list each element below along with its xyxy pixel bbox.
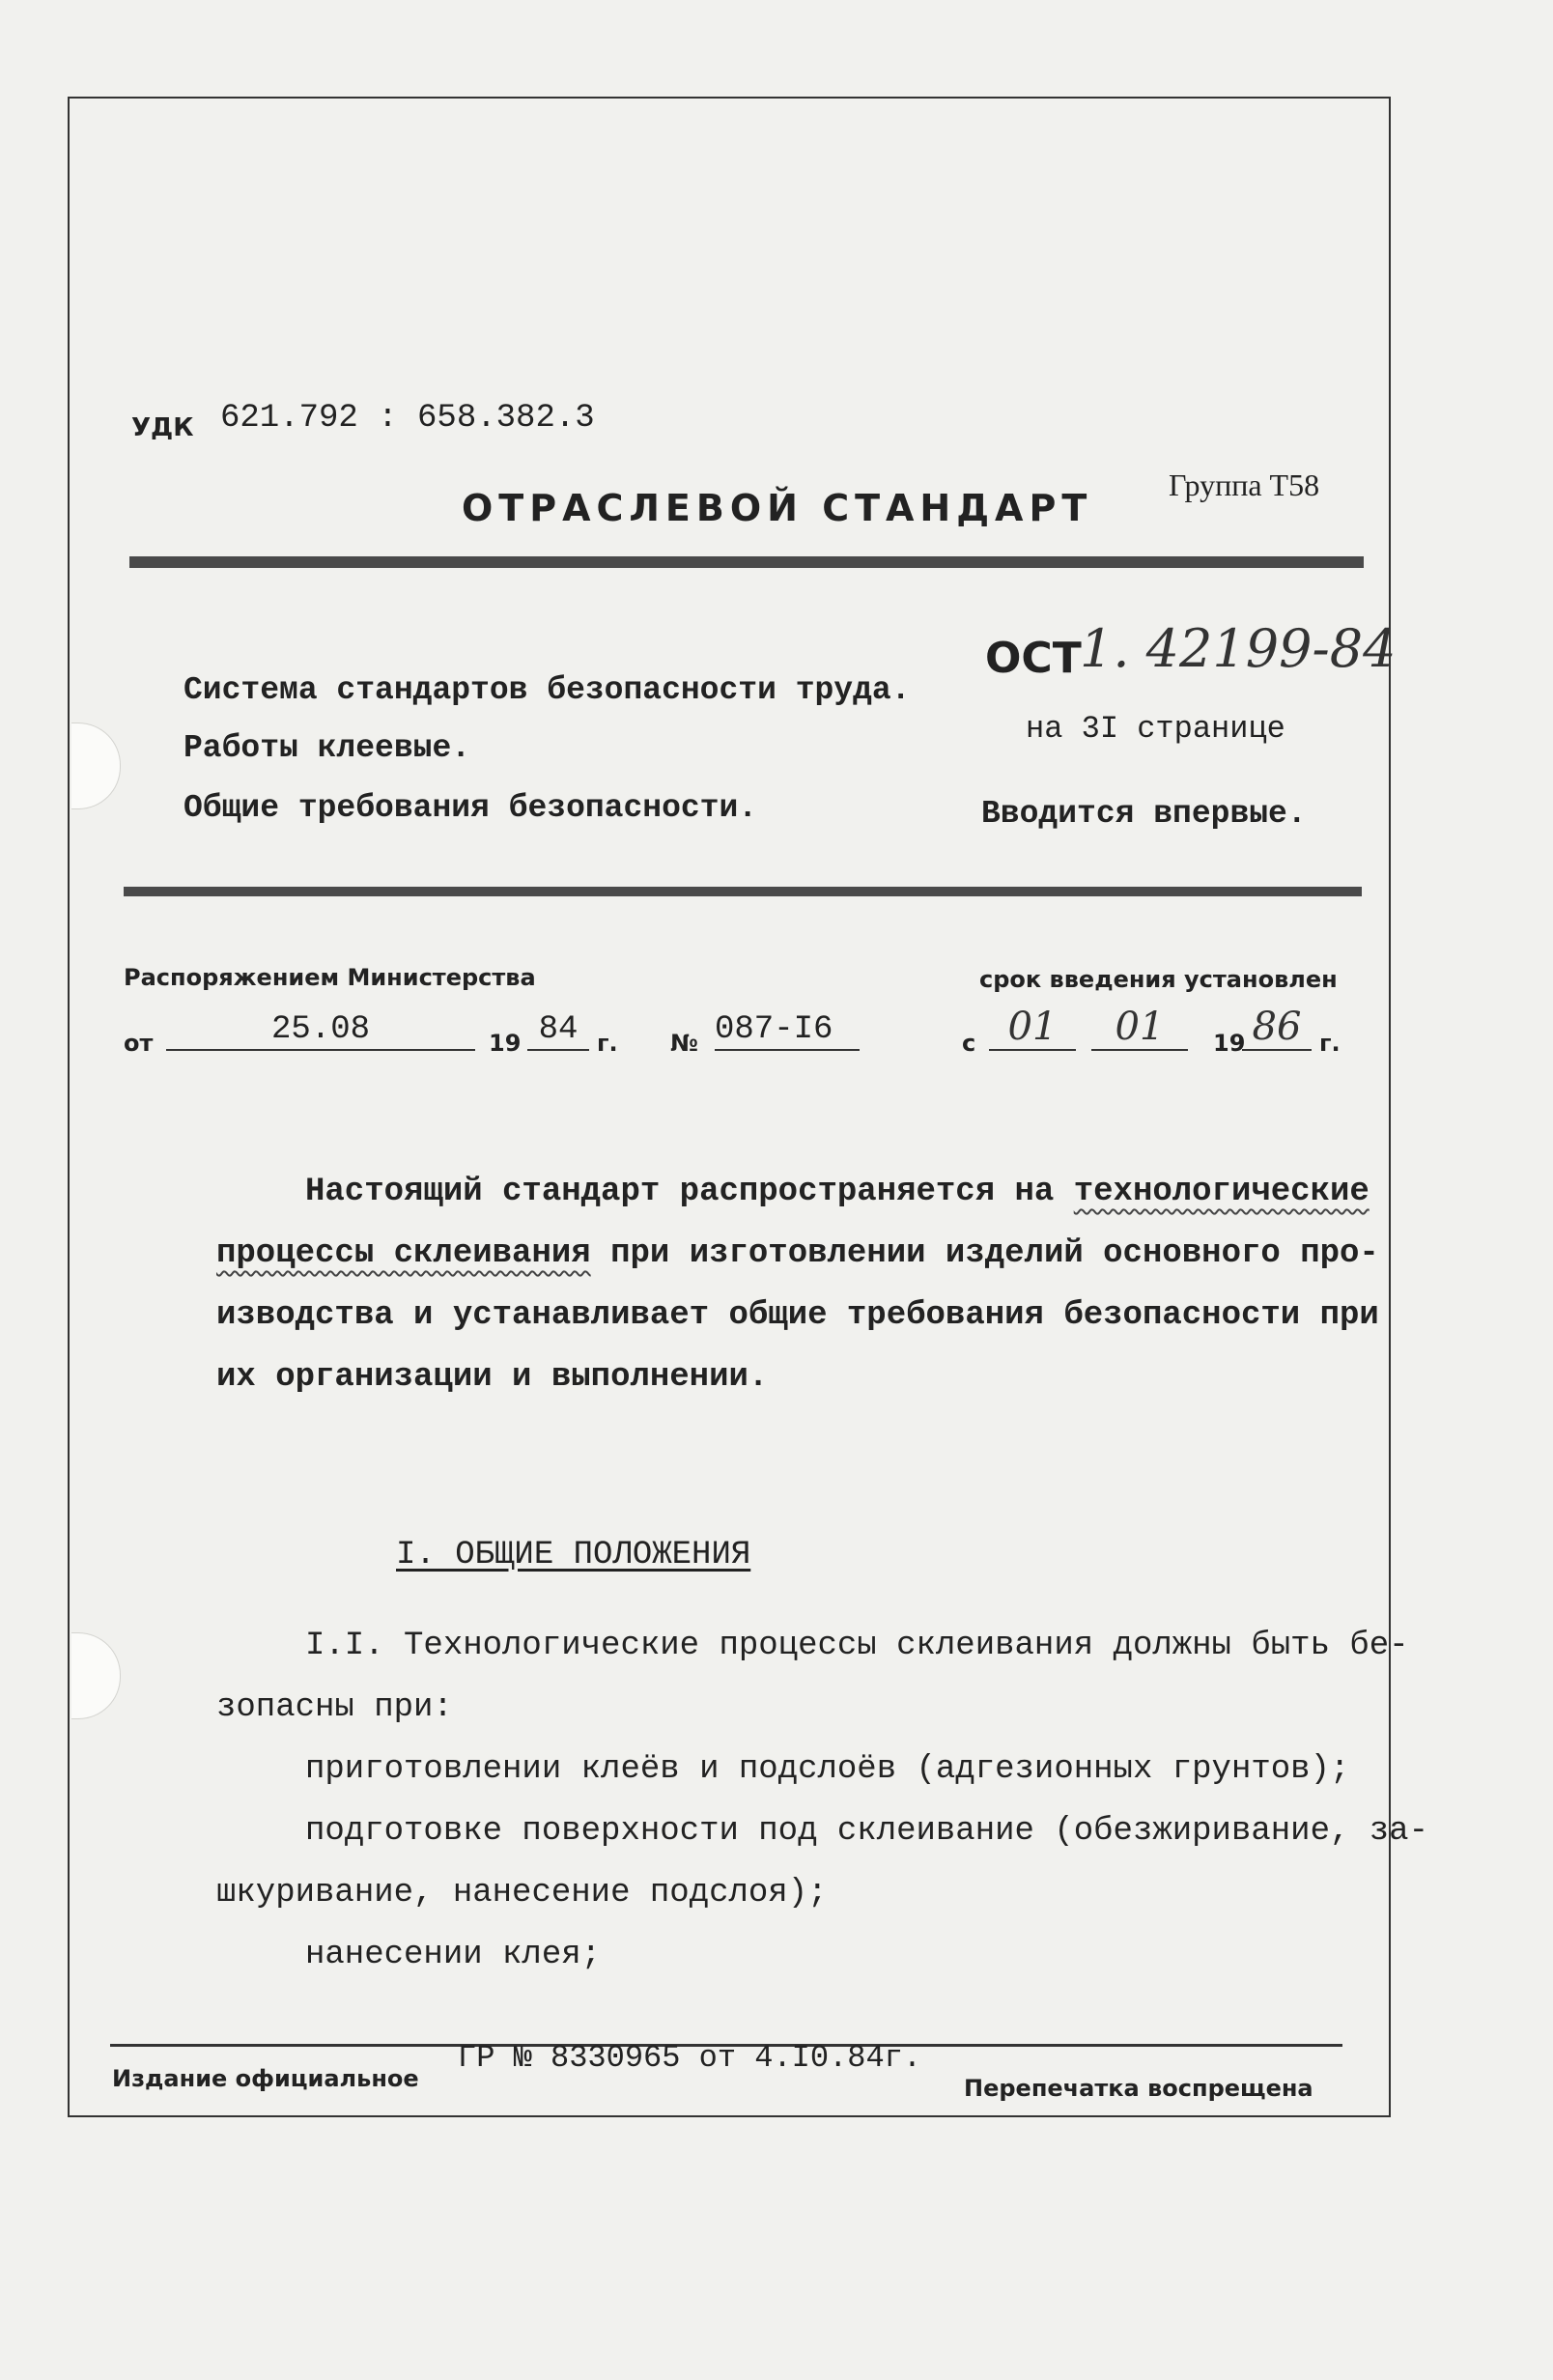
clause-1-1-line-1: I.I. Технологические процессы склеивания должны быть бе- [305, 1628, 1409, 1664]
group-code: Группа Т58 [1169, 468, 1320, 502]
intro-line-1b-underlined: технологические [1073, 1174, 1369, 1210]
intro-line-2a-underlined: процессы склеивания [216, 1235, 591, 1272]
from-year-prefix: 19 [1213, 1030, 1246, 1057]
order-date: 25.08 [166, 1010, 475, 1051]
from-prefix: с [962, 1030, 976, 1057]
from-day-handwritten: 01 [989, 1005, 1076, 1051]
year-prefix: 19 [489, 1030, 522, 1057]
title-line-3: Общие требования безопасности. [184, 790, 758, 826]
from-month-handwritten: 01 [1091, 1005, 1188, 1051]
clause-1-1-line-3: приготовлении клеёв и подслоёв (адгезионных грунтов); [305, 1751, 1350, 1788]
section-1-title: I. ОБЩИЕ ПОЛОЖЕНИЯ [396, 1537, 751, 1573]
year-suffix: г. [597, 1030, 618, 1057]
ost-number-handwritten: 1. 42199-84 [1080, 618, 1397, 679]
ministry-order-label: Распоряжением Министерства [124, 964, 536, 991]
intro-line-2 [216, 1223, 1379, 1285]
introduced-status: Вводится впервые. [981, 796, 1307, 832]
date-prefix: от [124, 1030, 154, 1057]
reprint-prohibited-label: Перепечатка воспрещена [964, 2075, 1313, 2102]
middle-rule [124, 887, 1362, 896]
top-rule [129, 556, 1364, 568]
udk-label: УДК [131, 413, 194, 442]
clause-1-1-line-2: зопасны при: [216, 1689, 453, 1726]
clause-1-1-line-5: шкуривание, нанесение подслоя); [216, 1875, 828, 1912]
title-line-1: Система стандартов безопасности труда. [184, 672, 911, 708]
intro-line-3: изводства и устанавливает общие требования безопасности при [216, 1297, 1379, 1334]
intro-line-1a: Настоящий стандарт распространяется на [305, 1174, 1074, 1210]
title-line-2: Работы клеевые. [184, 730, 471, 766]
registration-number: ГР № 8330965 от 4.I0.84г. [458, 2040, 922, 2076]
number-label: № [670, 1030, 698, 1057]
standard-type-heading: ОТРАСЛЕВОЙ СТАНДАРТ [462, 487, 1093, 529]
page-count: на 3I странице [1026, 711, 1285, 747]
official-edition-label: Издание официальное [112, 2065, 419, 2092]
intro-line-4: их организации и выполнении. [216, 1359, 769, 1396]
from-year-suffix: г. [1319, 1030, 1341, 1057]
clause-1-1-line-4: подготовке поверхности под склеивание (обезжиривание, за- [305, 1813, 1428, 1850]
ost-prefix: ОСТ [985, 634, 1082, 683]
intro-line-2b: при изготовлении изделий основного про- [590, 1235, 1379, 1272]
udk-code: 621.792 : 658.382.3 [220, 400, 595, 437]
intro-line-1 [305, 1161, 1369, 1223]
from-year-handwritten: 86 [1242, 1005, 1312, 1051]
clause-1-1-line-6: нанесении клея; [305, 1937, 602, 1973]
term-label: срок введения установлен [979, 966, 1338, 993]
order-number: 087-I6 [715, 1010, 860, 1051]
order-year: 84 [527, 1010, 589, 1051]
